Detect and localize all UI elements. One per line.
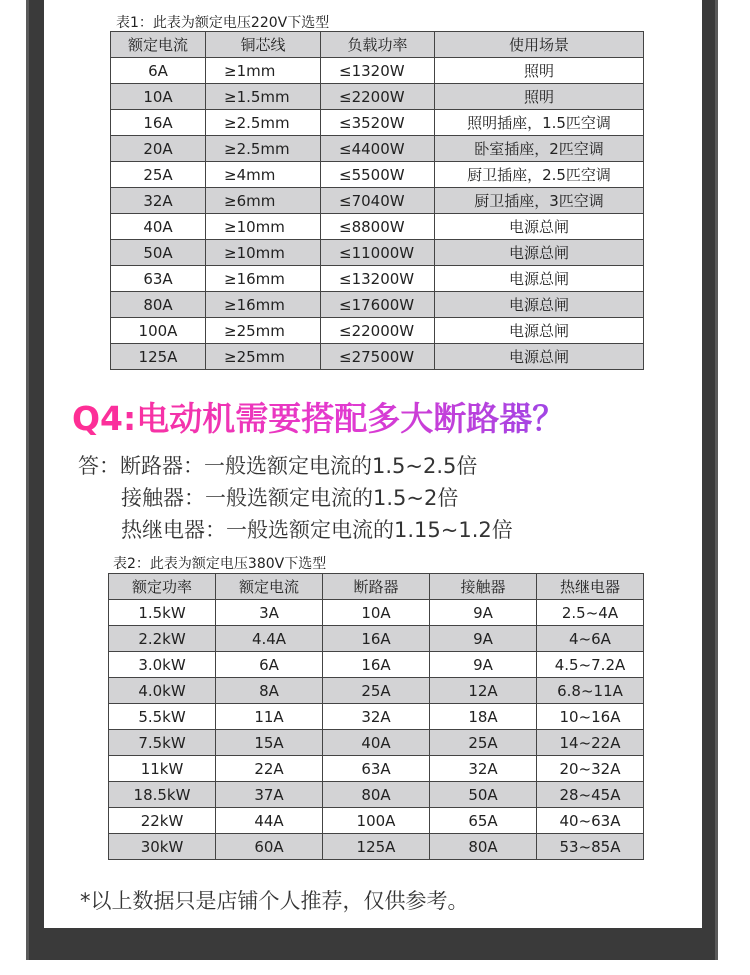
table-cell: 电源总闸 — [435, 318, 644, 344]
table-cell: 50A — [430, 782, 537, 808]
table-cell: 8A — [216, 678, 323, 704]
table-cell: 16A — [323, 626, 430, 652]
table-cell: 4~6A — [537, 626, 644, 652]
table-cell: ≥25mm — [206, 318, 321, 344]
table-cell: ≥25mm — [206, 344, 321, 370]
table-cell: 63A — [323, 756, 430, 782]
table-cell: 2.5~4A — [537, 600, 644, 626]
table1-header-row — [111, 32, 644, 58]
table-cell: 4.0kW — [109, 678, 216, 704]
table-cell: 9A — [430, 652, 537, 678]
table-cell: 14~22A — [537, 730, 644, 756]
table-cell: 电源总闸 — [435, 266, 644, 292]
table-cell: 32A — [111, 188, 206, 214]
table-row — [111, 292, 644, 318]
table-cell: 80A — [323, 782, 430, 808]
table-cell: 18.5kW — [109, 782, 216, 808]
table-cell: 40A — [323, 730, 430, 756]
table-cell: 照明 — [435, 84, 644, 110]
table-cell: 53~85A — [537, 834, 644, 860]
table-cell: ≥6mm — [206, 188, 321, 214]
table-cell: 20~32A — [537, 756, 644, 782]
frame-stripe-right — [715, 0, 718, 960]
table-cell: 10A — [111, 84, 206, 110]
table-cell: ≥4mm — [206, 162, 321, 188]
table-cell: 44A — [216, 808, 323, 834]
table-cell: 11kW — [109, 756, 216, 782]
table2-caption: 表2：此表为额定电压380V下选型 — [113, 556, 327, 572]
table-cell: 60A — [216, 834, 323, 860]
table-row — [111, 344, 644, 370]
table-cell: 6A — [111, 58, 206, 84]
table2-header-cell: 接触器 — [430, 574, 537, 600]
table1-header-cell: 铜芯线 — [206, 32, 321, 58]
table-cell: 65A — [430, 808, 537, 834]
table-cell: 40A — [111, 214, 206, 240]
table1-caption: 表1：此表为额定电压220V下选型 — [116, 15, 330, 31]
table-cell: 80A — [430, 834, 537, 860]
table2-header-cell: 热继电器 — [537, 574, 644, 600]
table-cell: 10A — [323, 600, 430, 626]
table2-rated-380v — [108, 573, 644, 860]
table-cell: 18A — [430, 704, 537, 730]
table-row — [111, 58, 644, 84]
table2-header-cell: 断路器 — [323, 574, 430, 600]
table-cell: 7.5kW — [109, 730, 216, 756]
table-cell: 11A — [216, 704, 323, 730]
table-row — [111, 318, 644, 344]
table2-header-cell: 额定功率 — [109, 574, 216, 600]
table-cell: 2.2kW — [109, 626, 216, 652]
table-row — [111, 136, 644, 162]
table-cell: 电源总闸 — [435, 344, 644, 370]
frame-stripe-left — [26, 0, 29, 960]
table-cell: ≤22000W — [321, 318, 435, 344]
table-cell: ≥1mm — [206, 58, 321, 84]
table-row — [111, 84, 644, 110]
table-row — [109, 704, 644, 730]
table-cell: ≥1.5mm — [206, 84, 321, 110]
table-cell: ≥16mm — [206, 292, 321, 318]
table-cell: 9A — [430, 600, 537, 626]
table-cell: 厨卫插座，3匹空调 — [435, 188, 644, 214]
table-row — [109, 834, 644, 860]
table-cell: 25A — [111, 162, 206, 188]
table-cell: 10~16A — [537, 704, 644, 730]
table1-header-cell: 使用场景 — [435, 32, 644, 58]
table-row — [111, 214, 644, 240]
table-cell: ≤4400W — [321, 136, 435, 162]
table-cell: 25A — [323, 678, 430, 704]
table-cell: 厨卫插座，2.5匹空调 — [435, 162, 644, 188]
table-row — [109, 782, 644, 808]
table-cell: ≤2200W — [321, 84, 435, 110]
table-cell: 电源总闸 — [435, 240, 644, 266]
table-cell: 32A — [430, 756, 537, 782]
table-cell: 9A — [430, 626, 537, 652]
table-cell: 63A — [111, 266, 206, 292]
table-cell: ≤3520W — [321, 110, 435, 136]
answer-line-contactor: 接触器：一般选额定电流的1.5~2倍 — [121, 486, 459, 510]
table-cell: 6.8~11A — [537, 678, 644, 704]
table1-header-cell: 额定电流 — [111, 32, 206, 58]
table-cell: 12A — [430, 678, 537, 704]
table-cell: ≤13200W — [321, 266, 435, 292]
table-cell: ≤27500W — [321, 344, 435, 370]
table-cell: 28~45A — [537, 782, 644, 808]
table-cell: 16A — [323, 652, 430, 678]
table-cell: 80A — [111, 292, 206, 318]
table-cell: ≥10mm — [206, 240, 321, 266]
table-row — [109, 808, 644, 834]
table-cell: ≥2.5mm — [206, 136, 321, 162]
table1-header-cell: 负载功率 — [321, 32, 435, 58]
table-cell: 40~63A — [537, 808, 644, 834]
table-cell: 照明插座，1.5匹空调 — [435, 110, 644, 136]
table-cell: 1.5kW — [109, 600, 216, 626]
disclaimer-footnote: *以上数据只是店铺个人推荐，仅供参考。 — [80, 889, 469, 913]
table-cell: ≥10mm — [206, 214, 321, 240]
table-row — [111, 162, 644, 188]
table-row — [111, 240, 644, 266]
table-cell: ≤11000W — [321, 240, 435, 266]
table-row — [109, 652, 644, 678]
table-cell: 100A — [323, 808, 430, 834]
table-cell: 4.4A — [216, 626, 323, 652]
table2-header-row — [109, 574, 644, 600]
table-row — [109, 678, 644, 704]
table-cell: 4.5~7.2A — [537, 652, 644, 678]
answer-line-breaker: 答：断路器：一般选额定电流的1.5~2.5倍 — [78, 454, 478, 478]
table-cell: ≤5500W — [321, 162, 435, 188]
table1-rated-220v — [110, 31, 644, 370]
table-row — [109, 600, 644, 626]
table-cell: ≤17600W — [321, 292, 435, 318]
table-cell: 22kW — [109, 808, 216, 834]
table-cell: 100A — [111, 318, 206, 344]
table-cell: 电源总闸 — [435, 292, 644, 318]
table-cell: 15A — [216, 730, 323, 756]
table-cell: 20A — [111, 136, 206, 162]
table-row — [111, 266, 644, 292]
table-cell: 5.5kW — [109, 704, 216, 730]
table-cell: 22A — [216, 756, 323, 782]
table-cell: 电源总闸 — [435, 214, 644, 240]
table-cell: ≤8800W — [321, 214, 435, 240]
table-row — [109, 626, 644, 652]
table-row — [111, 188, 644, 214]
table-cell: 125A — [111, 344, 206, 370]
table-row — [109, 730, 644, 756]
table-cell: 3.0kW — [109, 652, 216, 678]
table-cell: 37A — [216, 782, 323, 808]
table-cell: 30kW — [109, 834, 216, 860]
table-cell: 6A — [216, 652, 323, 678]
table-cell: 32A — [323, 704, 430, 730]
table-cell: 3A — [216, 600, 323, 626]
table-row — [111, 110, 644, 136]
table-cell: ≤7040W — [321, 188, 435, 214]
table-cell: ≥2.5mm — [206, 110, 321, 136]
answer-line-thermal-relay: 热继电器：一般选额定电流的1.15~1.2倍 — [121, 518, 513, 542]
table-cell: 25A — [430, 730, 537, 756]
table-cell: ≥16mm — [206, 266, 321, 292]
table2-header-cell: 额定电流 — [216, 574, 323, 600]
table-row — [109, 756, 644, 782]
table-cell: 照明 — [435, 58, 644, 84]
table-cell: 卧室插座，2匹空调 — [435, 136, 644, 162]
table-cell: 50A — [111, 240, 206, 266]
table-cell: 125A — [323, 834, 430, 860]
table-cell: ≤1320W — [321, 58, 435, 84]
question-title: Q4:电动机需要搭配多大断路器？ — [72, 393, 672, 440]
table-cell: 16A — [111, 110, 206, 136]
